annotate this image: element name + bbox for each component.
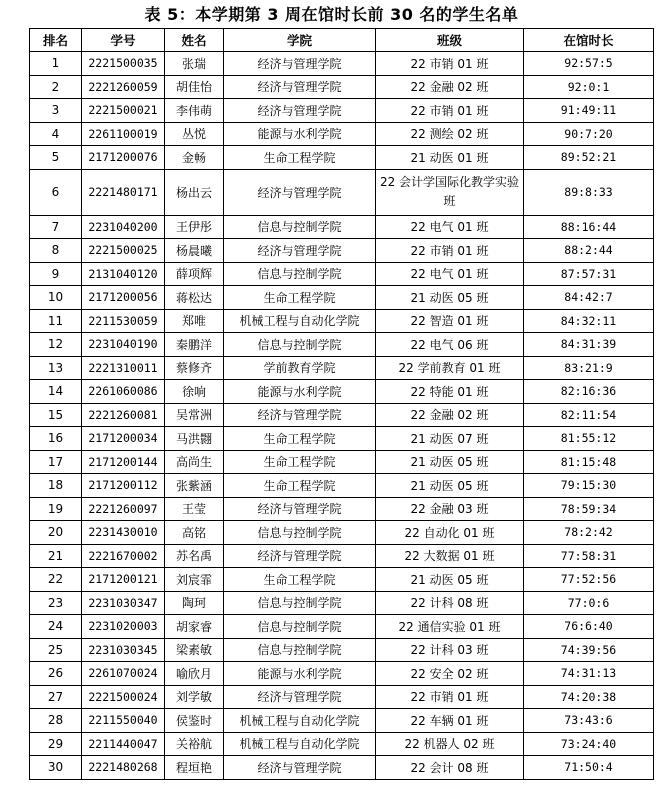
cell-rank: 22 xyxy=(30,568,82,592)
cell-college: 生命工程学院 xyxy=(224,146,376,170)
cell-class: 21 动医 05 班 xyxy=(376,450,524,474)
cell-college: 信息与控制学院 xyxy=(224,615,376,639)
cell-student-id: 2231030345 xyxy=(82,638,165,662)
cell-student-id: 2221480268 xyxy=(82,756,165,780)
cell-class: 22 通信实验 01 班 xyxy=(376,615,524,639)
cell-name: 胡佳怡 xyxy=(165,75,224,99)
cell-college: 经济与管理学院 xyxy=(224,75,376,99)
cell-rank: 17 xyxy=(30,450,82,474)
cell-duration: 90:7:20 xyxy=(524,122,654,146)
table-row xyxy=(30,333,654,357)
cell-class: 22 车辆 01 班 xyxy=(376,709,524,733)
cell-student-id: 2131040120 xyxy=(82,262,165,286)
table-row xyxy=(30,262,654,286)
cell-college: 生命工程学院 xyxy=(224,450,376,474)
cell-name: 马洪翾 xyxy=(165,427,224,451)
cell-duration: 89:52:21 xyxy=(524,146,654,170)
cell-name: 杨出云 xyxy=(165,169,224,215)
cell-rank: 5 xyxy=(30,146,82,170)
cell-name: 金畅 xyxy=(165,146,224,170)
cell-college: 生命工程学院 xyxy=(224,568,376,592)
cell-college: 信息与控制学院 xyxy=(224,333,376,357)
cell-class: 22 会计学国际化教学实验班 xyxy=(376,169,524,215)
cell-student-id: 2231020003 xyxy=(82,615,165,639)
header-name: 姓名 xyxy=(165,29,224,52)
table-row xyxy=(30,75,654,99)
cell-duration: 77:0:6 xyxy=(524,591,654,615)
cell-class: 22 市销 01 班 xyxy=(376,52,524,76)
cell-college: 经济与管理学院 xyxy=(224,403,376,427)
cell-duration: 78:2:42 xyxy=(524,521,654,545)
cell-duration: 83:21:9 xyxy=(524,356,654,380)
cell-college: 生命工程学院 xyxy=(224,286,376,310)
cell-duration: 84:42:7 xyxy=(524,286,654,310)
cell-duration: 89:8:33 xyxy=(524,169,654,215)
cell-student-id: 2221260059 xyxy=(82,75,165,99)
cell-rank: 13 xyxy=(30,356,82,380)
cell-class: 22 金融 03 班 xyxy=(376,497,524,521)
cell-name: 陶珂 xyxy=(165,591,224,615)
cell-class: 21 动医 07 班 xyxy=(376,427,524,451)
cell-class: 22 智造 01 班 xyxy=(376,309,524,333)
cell-duration: 92:57:5 xyxy=(524,52,654,76)
table-row xyxy=(30,286,654,310)
table-row xyxy=(30,309,654,333)
cell-student-id: 2211530059 xyxy=(82,309,165,333)
cell-rank: 15 xyxy=(30,403,82,427)
cell-duration: 92:0:1 xyxy=(524,75,654,99)
cell-name: 关裕航 xyxy=(165,732,224,756)
cell-rank: 7 xyxy=(30,215,82,239)
cell-name: 王伊彤 xyxy=(165,215,224,239)
cell-rank: 14 xyxy=(30,380,82,404)
cell-rank: 10 xyxy=(30,286,82,310)
cell-student-id: 2221500021 xyxy=(82,99,165,123)
cell-student-id: 2221260097 xyxy=(82,497,165,521)
cell-class: 22 安全 02 班 xyxy=(376,662,524,686)
cell-rank: 8 xyxy=(30,239,82,263)
cell-rank: 3 xyxy=(30,99,82,123)
cell-student-id: 2231040200 xyxy=(82,215,165,239)
table-title: 表 5：本学期第 3 周在馆时长前 30 名的学生名单 xyxy=(144,5,519,24)
cell-student-id: 2261070024 xyxy=(82,662,165,686)
cell-rank: 9 xyxy=(30,262,82,286)
cell-name: 张瑞 xyxy=(165,52,224,76)
cell-student-id: 2221500024 xyxy=(82,685,165,709)
cell-name: 蔡修齐 xyxy=(165,356,224,380)
cell-name: 苏名禹 xyxy=(165,544,224,568)
cell-college: 学前教育学院 xyxy=(224,356,376,380)
cell-rank: 28 xyxy=(30,709,82,733)
cell-name: 高尚生 xyxy=(165,450,224,474)
cell-student-id: 2221670002 xyxy=(82,544,165,568)
table-row xyxy=(30,474,654,498)
header-rank: 排名 xyxy=(30,29,82,52)
cell-college: 生命工程学院 xyxy=(224,427,376,451)
cell-student-id: 2221260081 xyxy=(82,403,165,427)
cell-class: 22 电气 06 班 xyxy=(376,333,524,357)
cell-college: 信息与控制学院 xyxy=(224,521,376,545)
cell-rank: 16 xyxy=(30,427,82,451)
header-class: 班级 xyxy=(376,29,524,52)
cell-college: 信息与控制学院 xyxy=(224,591,376,615)
cell-class: 22 电气 01 班 xyxy=(376,215,524,239)
cell-name: 杨晨曦 xyxy=(165,239,224,263)
cell-class: 22 计科 03 班 xyxy=(376,638,524,662)
cell-college: 经济与管理学院 xyxy=(224,756,376,780)
cell-college: 信息与控制学院 xyxy=(224,262,376,286)
cell-student-id: 2171200144 xyxy=(82,450,165,474)
table-row xyxy=(30,615,654,639)
cell-college: 经济与管理学院 xyxy=(224,239,376,263)
cell-name: 刘学敏 xyxy=(165,685,224,709)
cell-class: 21 动医 01 班 xyxy=(376,146,524,170)
cell-class: 21 动医 05 班 xyxy=(376,474,524,498)
cell-student-id: 2261100019 xyxy=(82,122,165,146)
cell-duration: 78:59:34 xyxy=(524,497,654,521)
cell-duration: 77:58:31 xyxy=(524,544,654,568)
cell-name: 程垣艳 xyxy=(165,756,224,780)
cell-class: 22 自动化 01 班 xyxy=(376,521,524,545)
cell-student-id: 2231430010 xyxy=(82,521,165,545)
cell-name: 刘宸霏 xyxy=(165,568,224,592)
cell-duration: 88:16:44 xyxy=(524,215,654,239)
cell-rank: 27 xyxy=(30,685,82,709)
cell-duration: 91:49:11 xyxy=(524,99,654,123)
table-row xyxy=(30,52,654,76)
cell-rank: 26 xyxy=(30,662,82,686)
table-row xyxy=(30,544,654,568)
cell-student-id: 2211440047 xyxy=(82,732,165,756)
cell-duration: 84:31:39 xyxy=(524,333,654,357)
table-row xyxy=(30,638,654,662)
cell-college: 经济与管理学院 xyxy=(224,99,376,123)
table-row xyxy=(30,427,654,451)
cell-class: 22 金融 02 班 xyxy=(376,403,524,427)
cell-college: 经济与管理学院 xyxy=(224,169,376,215)
table-row xyxy=(30,521,654,545)
cell-class: 22 机器人 02 班 xyxy=(376,732,524,756)
cell-rank: 11 xyxy=(30,309,82,333)
cell-duration: 73:24:40 xyxy=(524,732,654,756)
cell-rank: 6 xyxy=(30,169,82,215)
cell-duration: 76:6:40 xyxy=(524,615,654,639)
cell-name: 薛项辉 xyxy=(165,262,224,286)
cell-duration: 77:52:56 xyxy=(524,568,654,592)
table-row xyxy=(30,450,654,474)
student-ranking-table xyxy=(29,28,654,780)
cell-duration: 84:32:11 xyxy=(524,309,654,333)
cell-rank: 23 xyxy=(30,591,82,615)
table-row xyxy=(30,756,654,780)
cell-duration: 88:2:44 xyxy=(524,239,654,263)
cell-name: 胡家睿 xyxy=(165,615,224,639)
cell-student-id: 2171200121 xyxy=(82,568,165,592)
cell-class: 22 市销 01 班 xyxy=(376,685,524,709)
cell-name: 徐响 xyxy=(165,380,224,404)
table-row xyxy=(30,356,654,380)
cell-rank: 1 xyxy=(30,52,82,76)
cell-student-id: 2221500025 xyxy=(82,239,165,263)
cell-duration: 81:15:48 xyxy=(524,450,654,474)
cell-duration: 82:11:54 xyxy=(524,403,654,427)
cell-duration: 71:50:4 xyxy=(524,756,654,780)
cell-name: 吴常洲 xyxy=(165,403,224,427)
cell-duration: 87:57:31 xyxy=(524,262,654,286)
cell-name: 侯鉴时 xyxy=(165,709,224,733)
cell-duration: 79:15:30 xyxy=(524,474,654,498)
cell-name: 丛悦 xyxy=(165,122,224,146)
cell-college: 能源与水利学院 xyxy=(224,380,376,404)
table-row xyxy=(30,99,654,123)
cell-student-id: 2171200076 xyxy=(82,146,165,170)
cell-name: 喻欣月 xyxy=(165,662,224,686)
cell-rank: 12 xyxy=(30,333,82,357)
cell-class: 22 大数据 01 班 xyxy=(376,544,524,568)
cell-name: 王莹 xyxy=(165,497,224,521)
table-row xyxy=(30,403,654,427)
cell-class: 22 计科 08 班 xyxy=(376,591,524,615)
cell-rank: 18 xyxy=(30,474,82,498)
cell-college: 能源与水利学院 xyxy=(224,662,376,686)
cell-class: 22 测绘 02 班 xyxy=(376,122,524,146)
cell-rank: 19 xyxy=(30,497,82,521)
table-row xyxy=(30,239,654,263)
cell-rank: 25 xyxy=(30,638,82,662)
cell-student-id: 2231040190 xyxy=(82,333,165,357)
cell-student-id: 2221310011 xyxy=(82,356,165,380)
table-row xyxy=(30,591,654,615)
table-row xyxy=(30,662,654,686)
cell-student-id: 2171200034 xyxy=(82,427,165,451)
header-duration: 在馆时长 xyxy=(524,29,654,52)
cell-rank: 29 xyxy=(30,732,82,756)
cell-name: 郑唯 xyxy=(165,309,224,333)
table-row xyxy=(30,146,654,170)
cell-duration: 81:55:12 xyxy=(524,427,654,451)
cell-class: 21 动医 05 班 xyxy=(376,568,524,592)
cell-class: 22 特能 01 班 xyxy=(376,380,524,404)
cell-class: 22 电气 01 班 xyxy=(376,262,524,286)
header-student-id: 学号 xyxy=(82,29,165,52)
cell-rank: 30 xyxy=(30,756,82,780)
cell-class: 22 市销 01 班 xyxy=(376,239,524,263)
cell-duration: 74:39:56 xyxy=(524,638,654,662)
cell-rank: 4 xyxy=(30,122,82,146)
cell-student-id: 2221480171 xyxy=(82,169,165,215)
cell-duration: 82:16:36 xyxy=(524,380,654,404)
cell-rank: 24 xyxy=(30,615,82,639)
cell-college: 机械工程与自动化学院 xyxy=(224,309,376,333)
cell-duration: 73:43:6 xyxy=(524,709,654,733)
cell-college: 机械工程与自动化学院 xyxy=(224,732,376,756)
cell-rank: 20 xyxy=(30,521,82,545)
cell-class: 22 市销 01 班 xyxy=(376,99,524,123)
cell-name: 高铭 xyxy=(165,521,224,545)
cell-college: 经济与管理学院 xyxy=(224,497,376,521)
cell-college: 生命工程学院 xyxy=(224,474,376,498)
cell-student-id: 2211550040 xyxy=(82,709,165,733)
table-row xyxy=(30,709,654,733)
cell-student-id: 2171200112 xyxy=(82,474,165,498)
table-row xyxy=(30,122,654,146)
table-row xyxy=(30,732,654,756)
cell-college: 信息与控制学院 xyxy=(224,638,376,662)
header-row xyxy=(30,29,654,52)
cell-rank: 21 xyxy=(30,544,82,568)
cell-name: 李伟萌 xyxy=(165,99,224,123)
cell-duration: 74:20:38 xyxy=(524,685,654,709)
cell-name: 梁素敏 xyxy=(165,638,224,662)
cell-student-id: 2221500035 xyxy=(82,52,165,76)
cell-class: 22 金融 02 班 xyxy=(376,75,524,99)
cell-student-id: 2231030347 xyxy=(82,591,165,615)
cell-student-id: 2171200056 xyxy=(82,286,165,310)
cell-name: 秦鹏洋 xyxy=(165,333,224,357)
cell-class: 22 学前教育 01 班 xyxy=(376,356,524,380)
cell-rank: 2 xyxy=(30,75,82,99)
table-row xyxy=(30,215,654,239)
header-college: 学院 xyxy=(224,29,376,52)
cell-college: 信息与控制学院 xyxy=(224,215,376,239)
cell-student-id: 2261060086 xyxy=(82,380,165,404)
cell-college: 经济与管理学院 xyxy=(224,685,376,709)
cell-college: 经济与管理学院 xyxy=(224,544,376,568)
table-row xyxy=(30,497,654,521)
cell-college: 机械工程与自动化学院 xyxy=(224,709,376,733)
cell-class: 22 会计 08 班 xyxy=(376,756,524,780)
cell-college: 能源与水利学院 xyxy=(224,122,376,146)
table-row xyxy=(30,685,654,709)
table-row xyxy=(30,568,654,592)
cell-duration: 74:31:13 xyxy=(524,662,654,686)
cell-name: 蒋松达 xyxy=(165,286,224,310)
cell-name: 张紫涵 xyxy=(165,474,224,498)
table-row xyxy=(30,380,654,404)
table-row xyxy=(30,169,654,215)
cell-college: 经济与管理学院 xyxy=(224,52,376,76)
cell-class: 21 动医 05 班 xyxy=(376,286,524,310)
